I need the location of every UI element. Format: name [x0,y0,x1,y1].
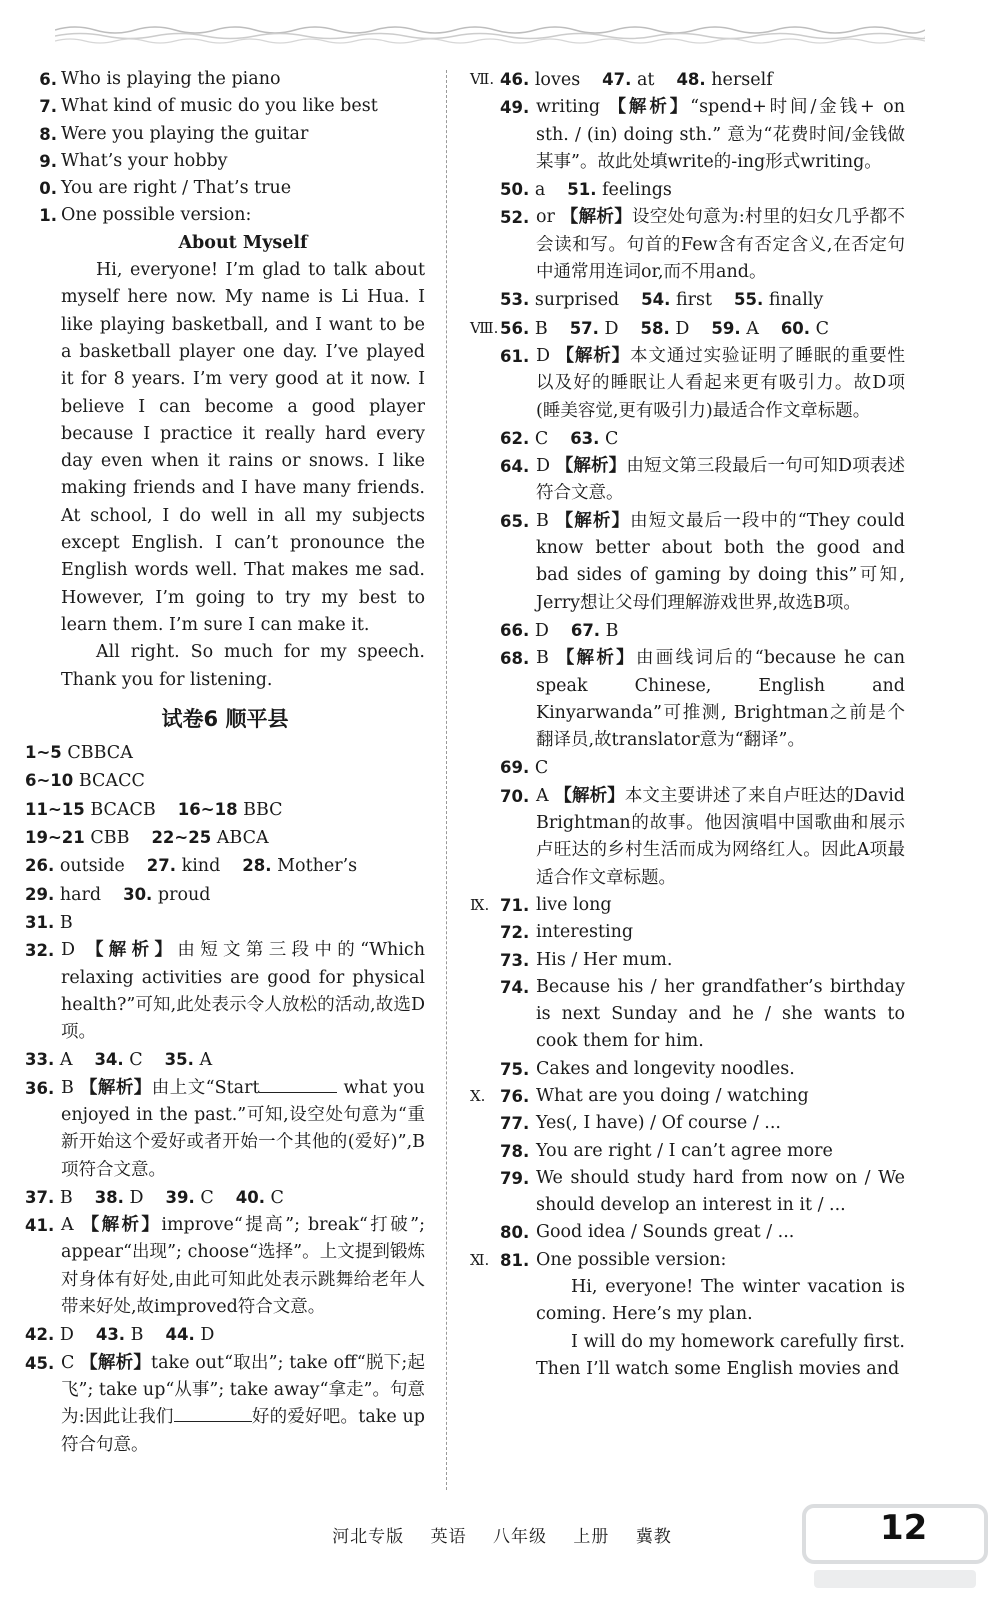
footer-grade: 八年级 [493,1527,547,1547]
answer-item: 75. Cakes and longevity noodles. [500,1058,795,1079]
answer-item-with-analysis: 45. C 【解析】take out“取出”; take off“脱下;起飞”; take up“从事”; take away“拿走”。句意为:因此让我们 好的爱好吧。take up符合句意。 [25,1352,425,1455]
header-wave-decoration [55,22,925,46]
answer-item: 80. Good idea / Sounds great / ... [500,1222,795,1243]
answer-item-with-analysis: 32. D 【解析】由短文第三段中的“Which relaxing activities are good for physical health?”可知,此处表示令人放松的活动,故选D项。 [25,940,425,1043]
answer-item: 6. Who is playing the piano [39,69,281,89]
footer-edition: 河北专版 [332,1527,405,1547]
answer-line: Ⅷ. 56. B 57. D 58. D 59. A 60. C [470,315,905,343]
answer-line: 19~21 CBB 22~25 ABCA [25,828,269,849]
answer-line: 6~10 BCACC [25,771,145,792]
answer-item: 72. interesting [500,922,634,943]
answer-item: 79. We should study hard from now on / We should develop an interest in it / ... [500,1167,905,1216]
answer-item: 78. You are right / I can’t agree more [500,1140,833,1161]
answer-item-with-analysis: 49. writing 【解析】“spend+时间/金钱+ on sth. / (in) doing sth.” 意为“花费时间/金钱做某事”。故此处填write的-ing形式writing。 [500,97,905,172]
section-title: 试卷6 顺平县 [161,706,289,731]
answer-item-with-analysis: 65. B 【解析】由短文最后一段中的“They could know better about both the good and bad sides of gaming by doing this”可知, Jerry想让父母们理解游戏世界,故选B项。 [500,510,906,613]
essay-paragraph: All right. So much for my speech. Thank you for listening. [61,642,425,690]
section-numeral: Ⅺ. [470,1250,490,1269]
essay-title: About Myself [178,232,308,253]
answer-line: 29. hard 30. proud [25,884,211,905]
answer-item: Ⅺ. 81. One possible version: [470,1247,905,1274]
answer-line: 62. C 63. C [500,428,619,449]
answer-line: 69. C [500,758,549,779]
answer-line: Ⅶ. 46. loves 47. at 48. herself [470,66,905,94]
right-column [470,66,905,1383]
answer-item: 74. Because his / her grandfather’s birthday is next Sunday and he / she wants to cook them for him. [500,976,905,1052]
column-divider [446,70,447,1490]
footer-volume: 上册 [573,1527,610,1547]
answer-line: 42. D 43. B 44. D [25,1325,215,1346]
page-number: 12 [880,1508,928,1548]
answer-item-with-analysis: 36. B 【解析】由上文“Start what you enjoyed in the past.”可知,设空处句意为“重新开始这个爱好或者开始一个其他的(爱好)”,B项符合文意。 [25,1077,425,1180]
answer-item: Ⅸ. 71. live long [470,892,905,919]
essay-paragraph: Hi, everyone! I’m glad to talk about myself here now. My name is Li Hua. I like playing basketball, and I want to be a basketball player one day. I’ve played it for 8 years. I’m very good at it now. I believe I can become a good player because I practice it really hard every day even when it rains or snows. I like making friends and I have many friends. At school, I do well in all my subjects except English. I can’t pronounce the English words well. That makes me sad. However, I’m going to try my best to learn them. I’m sure I can make it. [61,260,425,635]
section-numeral: Ⅸ. [470,895,490,914]
fill-blank [259,1076,337,1093]
answer-item: Ⅹ. 76. What are you doing / watching [470,1083,905,1110]
answer-line: 26. outside 27. kind 28. Mother’s [25,856,358,877]
section-numeral: Ⅹ. [470,1086,486,1105]
answer-item: 73. His / Her mum. [500,949,673,970]
answer-item-with-analysis: 52. or 【解析】设空处句意为:村里的妇女几乎都不会读和写。句首的Few含有否定含义,在否定句中通常用连词or,而不用and。 [500,207,905,283]
answer-item-with-analysis: 61. D 【解析】本文通过实验证明了睡眠的重要性以及好的睡眠让人看起来更有吸引力。故D项(睡美容觉,更有吸引力)最适合作文章标题。 [500,345,905,421]
answer-line: 50. a 51. feelings [500,180,672,201]
answer-item: 1. One possible version: [39,205,252,226]
footer-subject: 英语 [430,1527,467,1547]
essay-paragraph: Hi, everyone! The winter vacation is coming. Here’s my plan. [536,1277,905,1325]
fill-blank [174,1405,252,1422]
answer-item-with-analysis: 41. A 【解析】improve“提高”; break“打破”; appear“出现”; choose“选择”。上文提到锻炼对身体有好处,由此可知此处表示跳舞给老年人带来好处,故improved符合文意。 [25,1215,425,1318]
answer-line: 1~5 CBBCA [25,743,133,764]
answer-item: 8. Were you playing the guitar [39,123,309,144]
answer-item-with-analysis: 70. A 【解析】本文主要讲述了来自卢旺达的David Brightman的故事。他因演唱中国歌曲和展示卢旺达的乡村生活而成为网络红人。因此A项最适合作文章标题。 [500,785,905,888]
answer-item-with-analysis: 64. D 【解析】由短文第三段最后一句可知D项表述符合文意。 [500,456,906,504]
answer-item: 9. What’s your hobby [39,150,228,171]
answer-item: 7. What kind of music do you like best [39,96,378,117]
answer-line: 53. surprised 54. first 55. finally [500,290,824,311]
answer-line: 11~15 BCACB 16~18 BBC [25,799,283,820]
answer-item: 0. You are right / That’s true [39,178,292,199]
answer-item: 77. Yes(, I have) / Of course / ... [500,1113,781,1134]
answer-line: 31. B [25,912,73,933]
answer-item-with-analysis: 68. B 【解析】由画线词后的“because he can speak Chinese, English and Kinyarwanda”可推测, Brightman之前是个翻译员,故translator意为“翻译”。 [500,648,905,751]
section-numeral: Ⅶ. [470,70,495,88]
essay-block [470,1274,905,1383]
essay-paragraph: I will do my homework carefully first. Then I’ll watch some English movies and [536,1331,905,1379]
answer-line: 33. A 34. C 35. A [25,1050,213,1071]
section-numeral: Ⅷ. [470,318,499,337]
left-column [25,66,425,1459]
footer-publisher: 冀教 [635,1527,672,1547]
essay-block [25,230,425,694]
answer-line: 37. B 38. D 39. C 40. C [25,1187,284,1208]
answer-line: 66. D 67. B [500,620,619,641]
